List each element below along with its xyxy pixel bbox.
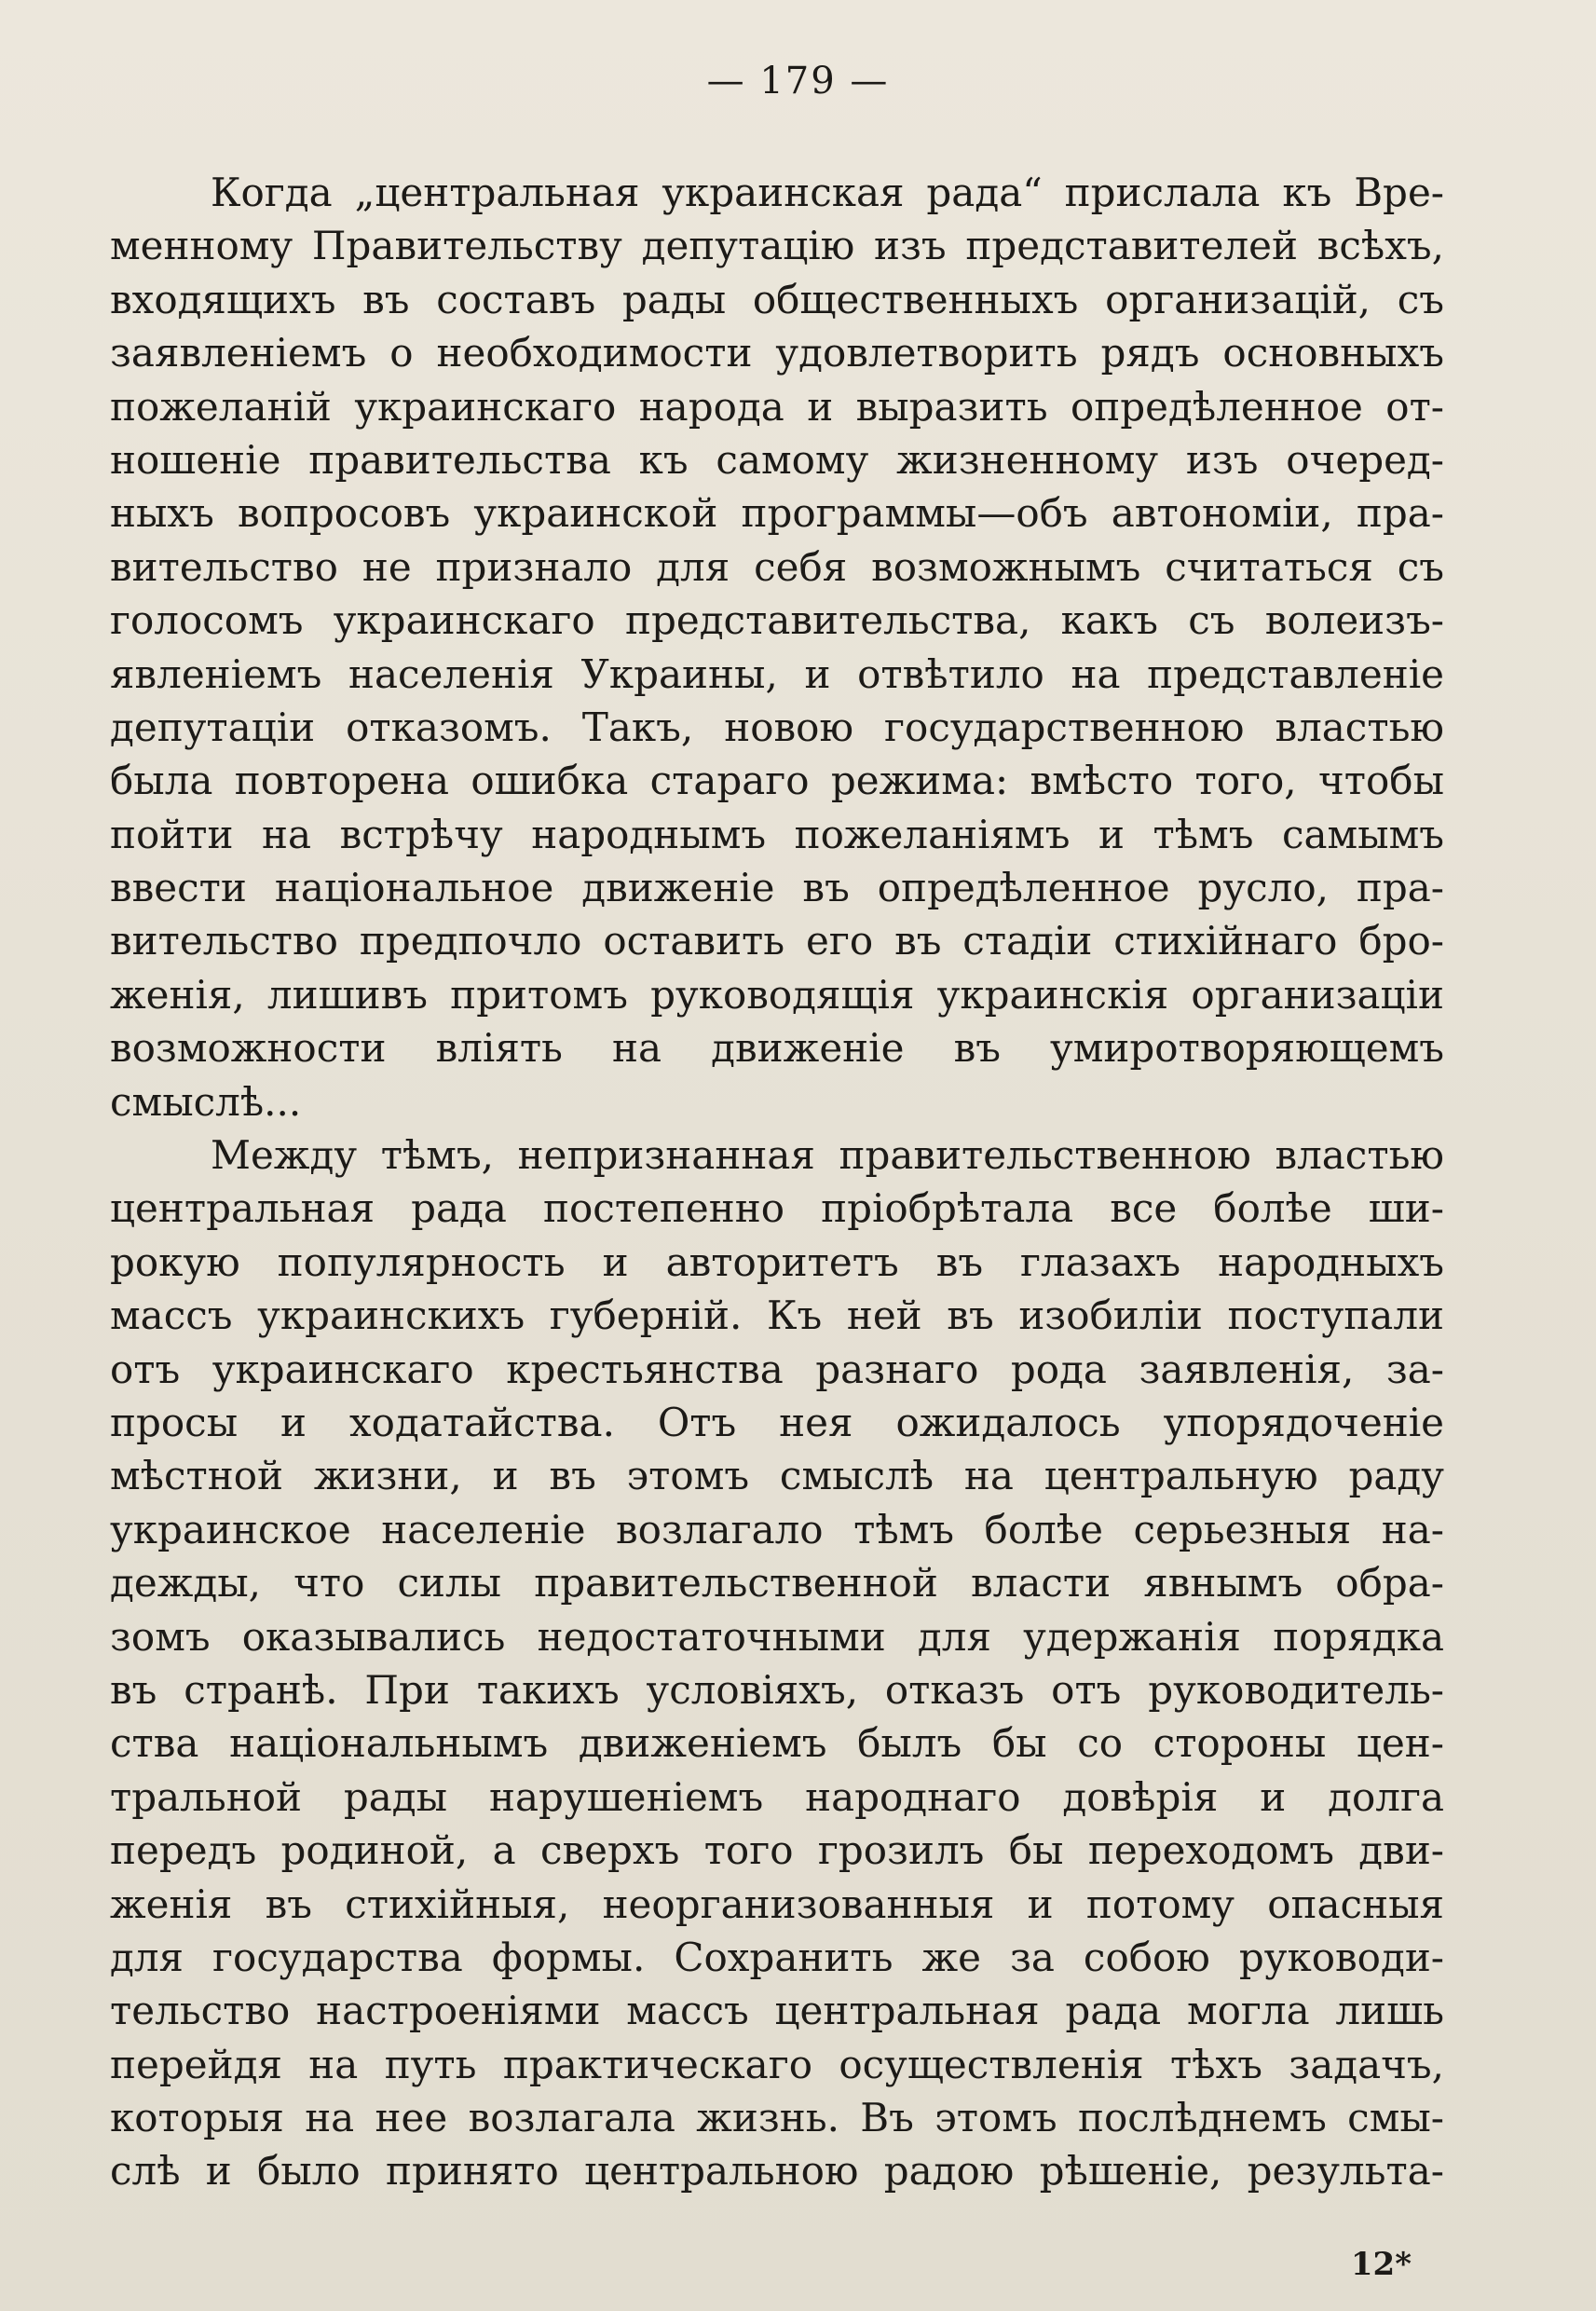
text-line: женія въ стихійныя, неорганизованныя и потому опасныя [110, 1880, 1444, 1927]
text-line: ства національнымъ движеніемъ былъ бы со стороны цен- [110, 1720, 1444, 1767]
text-line: входящихъ въ составъ рады общественныхъ организацій, съ [110, 276, 1444, 322]
paragraph-2 [110, 1128, 1444, 2198]
text-line: тральной рады нарушеніемъ народнаго довѣрія и долга [110, 1773, 1444, 1820]
text-line: центральная рада постепенно пріобрѣтала все болѣе ши- [110, 1185, 1444, 1232]
text-line: была повторена ошибка стараго режима: вмѣсто того, чтобы [110, 758, 1444, 804]
text-line: голосомъ украинскаго представительства, какъ съ волеизъ- [110, 597, 1444, 644]
text-line: женія, лишивъ притомъ руководящія украинскія организаціи [110, 971, 1444, 1018]
text-line: возможности вліять на движеніе въ умиротворяющемъ [110, 1025, 1444, 1072]
text-line: вительство предпочло оставить его въ стадіи стихійнаго бро- [110, 918, 1444, 964]
text-line: для государства формы. Сохранить же за собою руководи- [110, 1934, 1444, 1980]
text-line: украинское населеніе возлагало тѣмъ болѣе серьезныя на- [110, 1506, 1444, 1552]
text-line: ношеніе правительства къ самому жизненному изъ очеред- [110, 436, 1444, 483]
text-line: отъ украинскаго крестьянства разнаго рода заявленія, за- [110, 1346, 1444, 1392]
text-line: перейдя на путь практическаго осуществленія тѣхъ задачъ, [110, 2041, 1444, 2087]
text-line: массъ украинскихъ губерній. Къ ней въ изобиліи поступали [110, 1292, 1444, 1339]
text-line: просы и ходатайства. Отъ нея ожидалось упорядоченіе [110, 1399, 1444, 1445]
text-line: пожеланій украинскаго народа и выразить опредѣленное от- [110, 383, 1444, 430]
text-line: пойти на встрѣчу народнымъ пожеланіямъ и тѣмъ самымъ [110, 811, 1444, 857]
text-line: слѣ и было принято центральною радою рѣшеніе, результа- [110, 2148, 1444, 2195]
text-line: вительство не признало для себя возможнымъ считаться съ [110, 543, 1444, 590]
signature-mark: 12* [1350, 2246, 1412, 2283]
text-line: дежды, что силы правительственной власти явнымъ обра- [110, 1560, 1444, 1607]
text-line: заявленіемъ о необходимости удовлетворить рядъ основныхъ [110, 330, 1444, 376]
text-line: въ странѣ. При такихъ условіяхъ, отказъ отъ руководитель- [110, 1666, 1444, 1713]
text-line: ввести національное движеніе въ опредѣленное русло, пра- [110, 865, 1444, 911]
text-line: депутаціи отказомъ. Такъ, новою государственною властью [110, 704, 1444, 750]
text-line: зомъ оказывались недостаточными для удержанія порядка [110, 1613, 1444, 1660]
text-line: передъ родиной, а сверхъ того грозилъ бы переходомъ дви- [110, 1827, 1444, 1874]
text-line: смыслѣ... [110, 1078, 302, 1125]
text-line: которыя на нее возлагала жизнь. Въ этомъ послѣднемъ смы- [110, 2095, 1444, 2141]
page-number: — 179 — [706, 60, 890, 103]
text-line: Когда „центральная украинская рада“ прислала къ Вре- [211, 170, 1444, 215]
text-line: рокую популярность и авторитетъ въ глазахъ народныхъ [110, 1238, 1444, 1285]
paragraph-1 [110, 166, 1444, 1128]
text-line: тельство настроеніями массъ центральная рада могла лишь [110, 1988, 1444, 2034]
text-line: ныхъ вопросовъ украинской программы—объ автономіи, пра- [110, 490, 1444, 537]
body-text [110, 166, 1444, 2198]
text-line: явленіемъ населенія Украины, и отвѣтило на представленіе [110, 650, 1444, 697]
text-line: Между тѣмъ, непризнанная правительственною властью [211, 1132, 1444, 1179]
text-line: мѣстной жизни, и въ этомъ смыслѣ на центральную раду [110, 1453, 1444, 1499]
text-line: менному Правительству депутацію изъ представителей всѣхъ, [110, 223, 1444, 269]
